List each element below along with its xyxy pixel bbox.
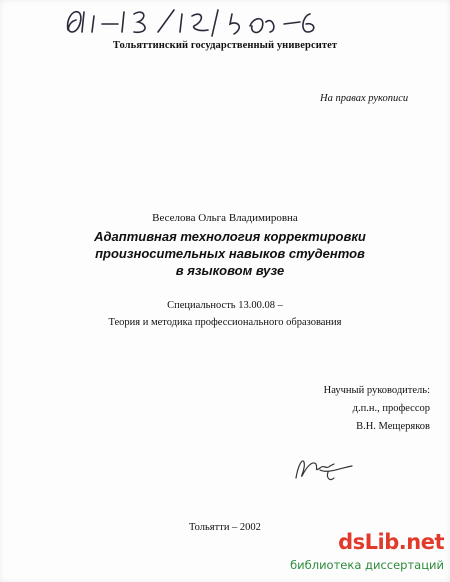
dissertation-title bbox=[90, 228, 370, 279]
signature-icon bbox=[290, 448, 360, 488]
manuscript-note: На правах рукописи bbox=[320, 93, 409, 104]
specialty-name: Теория и методика профессионального образования bbox=[108, 317, 342, 328]
title-line-3: в языковом вузе bbox=[175, 263, 285, 278]
supervisor-degree: д.п.н., профессор bbox=[352, 403, 430, 414]
watermark bbox=[290, 528, 446, 578]
supervisor-block bbox=[290, 382, 430, 436]
author-name: Веселова Ольга Владимировна bbox=[152, 212, 298, 224]
title-line-2: произносительных навыков студентов bbox=[95, 246, 365, 261]
specialty-code: Специальность 13.00.08 – bbox=[167, 300, 283, 311]
watermark-logo: dsLib.net bbox=[338, 530, 444, 554]
title-line-1: Адаптивная технология корректировки bbox=[94, 229, 366, 244]
university-name: Тольяттинский государственный университет bbox=[112, 40, 338, 51]
handwritten-archive-number bbox=[62, 2, 322, 42]
supervisor-name: В.Н. Мещеряков bbox=[356, 421, 430, 432]
supervisor-label: Научный руководитель: bbox=[323, 385, 430, 396]
city-year: Тольятти – 2002 bbox=[189, 522, 261, 533]
watermark-caption: библиотека диссертаций bbox=[290, 558, 444, 572]
